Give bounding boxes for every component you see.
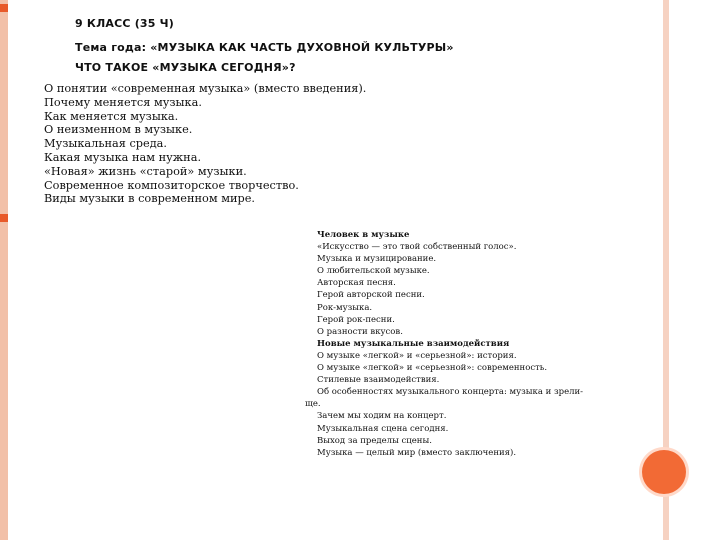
list-item: Музыка и музицирование. [317, 254, 437, 265]
list-item: Какая музыка нам нужна. [44, 150, 202, 164]
list-item: Современное композиторское творчество. [44, 178, 299, 192]
list-item: Музыка — целый мир (вместо заключения). [317, 447, 517, 458]
theme-title: Тема года: «МУЗЫКА КАК ЧАСТЬ ДУХОВНОЙ КУЛЬТУРЫ» [75, 41, 454, 54]
topic-list-2 [305, 229, 637, 459]
list-item: О понятии «современная музыка» (вместо введения). [44, 82, 367, 95]
theme-subtitle: ЧТО ТАКОЕ «МУЗЫКА СЕГОДНЯ»? [75, 61, 296, 74]
section-title: Человек в музыке [317, 230, 410, 240]
list-item: Музыкальная среда. [44, 137, 167, 151]
list-item: Виды музыки в современном мире. [44, 192, 256, 206]
list-item: Герой авторской песни. [317, 290, 425, 301]
list-item: Об особенностях музыкального концерта: музыка и зрели- [317, 387, 584, 398]
border-marker [0, 4, 8, 12]
list-item: Выход за пределы сцены. [317, 435, 432, 446]
list-item: Как меняется музыка. [44, 109, 179, 123]
list-item: Стилевые взаимодействия. [317, 375, 440, 386]
section-title: Новые музыкальные взаимодействия [317, 338, 510, 349]
topic-list-1 [44, 82, 604, 206]
list-item: «Новая» жизнь «старой» музыки. [44, 164, 247, 178]
list-item: Авторская песня. [317, 278, 396, 289]
list-item: Почему меняется музыка. [44, 95, 202, 109]
list-item: Рок-музыка. [317, 302, 373, 313]
list-item: О неизменном в музыке. [44, 123, 193, 137]
list-item: «Искусство — это твой собственный голос». [317, 242, 517, 253]
list-item: О музыке «легкой» и «серьезной»: современность. [317, 363, 548, 374]
list-item: О любительской музыке. [317, 266, 430, 277]
list-item: О музыке «легкой» и «серьезной»: история. [317, 350, 517, 361]
list-item: ще. [305, 399, 321, 410]
list-item: Зачем мы ходим на концерт. [317, 411, 447, 422]
border-marker [0, 214, 8, 222]
decorative-circle [642, 450, 686, 494]
list-item: Музыкальная сцена сегодня. [317, 423, 449, 434]
left-border-decoration [0, 0, 8, 540]
list-item: О разности вкусов. [317, 326, 403, 337]
list-item: Герой рок-песни. [317, 314, 395, 325]
class-heading: 9 КЛАСС (35 Ч) [75, 17, 174, 30]
